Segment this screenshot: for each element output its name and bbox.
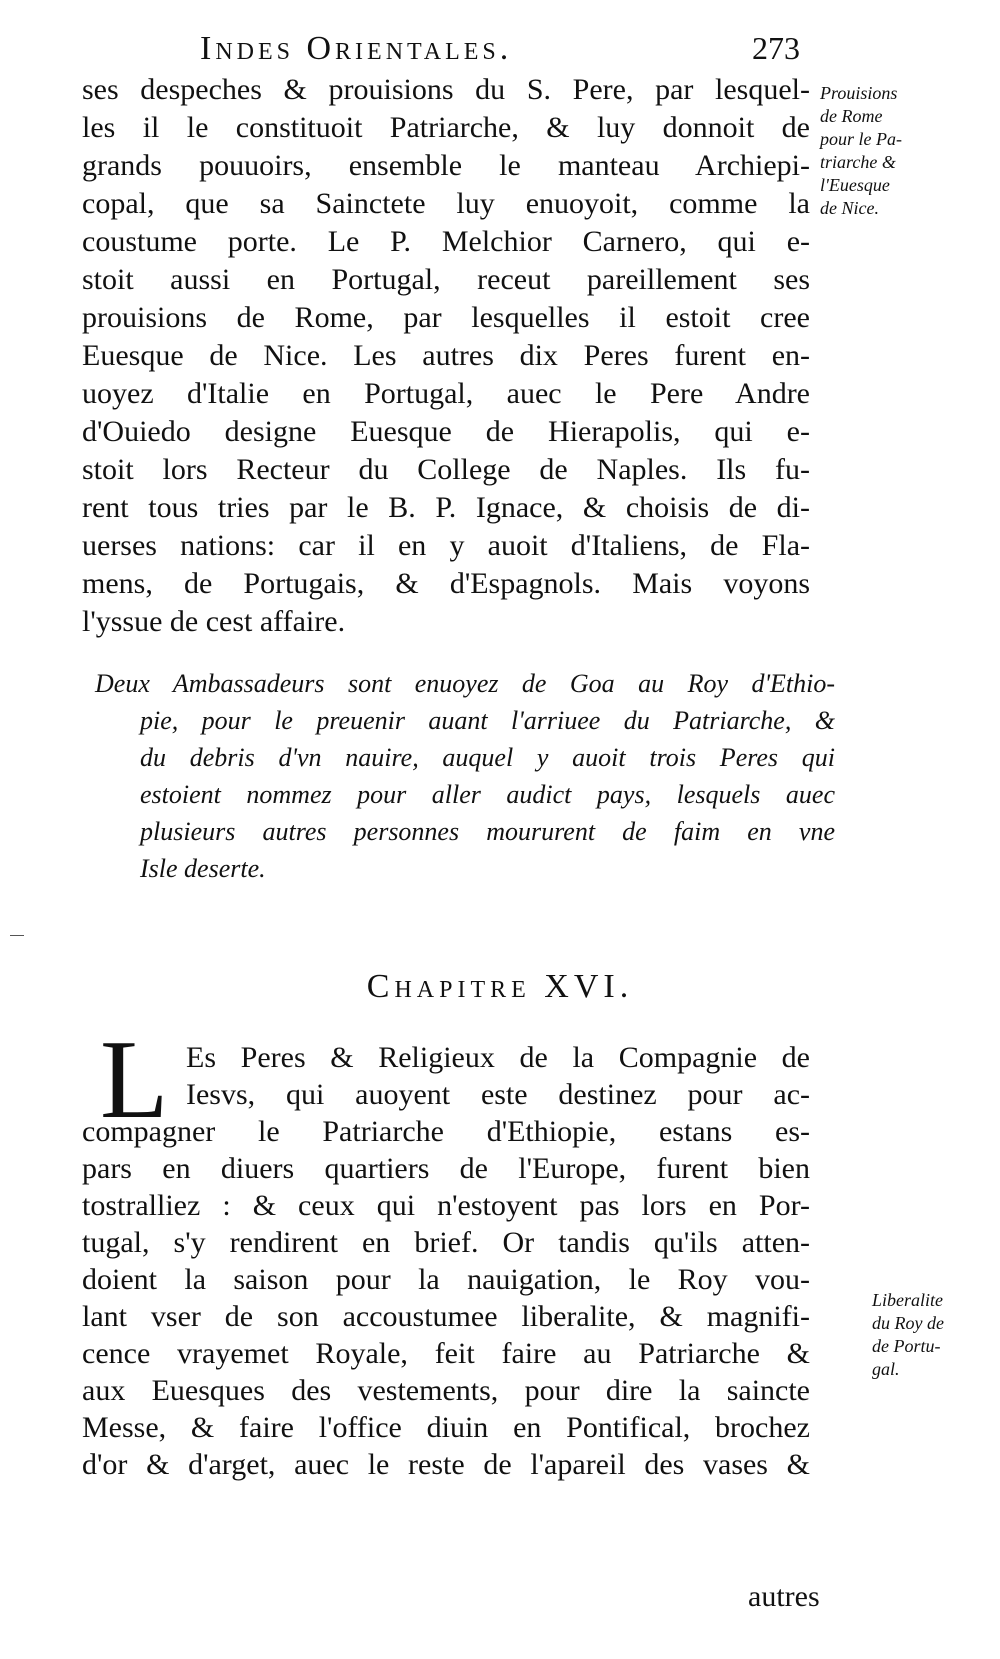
body-line: l'yssue de cest affaire. [82,605,346,638]
margin-note-line: Prouisions [820,83,898,103]
body-line: uerses nations: car il en y auoit d'Italiens, de Fla- [82,529,810,562]
summary-line: estoient nommez pour aller audict pays, lesquels auec [140,780,835,809]
margin-note-line: pour le Pa- [820,129,902,149]
body-line: compagner le Patriarche d'Ethiopie, estans es- [82,1115,810,1148]
body-line: tugal, s'y rendirent en brief. Or tandis qu'ils atten- [82,1226,810,1259]
body-line: pars en diuers quartiers de l'Europe, furent bien [82,1152,810,1185]
margin-note-line: de Nice. [820,198,879,218]
body-line: aux Euesques des vestements, pour dire la saincte [82,1374,810,1407]
summary-line: pie, pour le preuenir auant l'arriuee du Patriarche, & [140,706,835,735]
body-line: coustume porte. Le P. Melchior Carnero, qui e- [82,225,810,258]
body-line: ses despeches & prouisions du S. Pere, par lesquel- [82,73,810,106]
body-line: Messe, & faire l'office diuin en Pontifical, brochez [82,1411,810,1444]
margin-note-line: de Portu- [872,1336,941,1356]
body-line: Es Peres & Religieux de la Compagnie de [186,1041,810,1074]
body-line: mens, de Portugais, & d'Espagnols. Mais voyons [82,567,810,600]
summary-line: Isle deserte. [140,854,266,883]
margin-note-line: Liberalite [872,1290,943,1310]
margin-note-line: gal. [872,1359,900,1379]
body-line: Euesque de Nice. Les autres dix Peres furent en- [82,339,810,372]
margin-note-line: triarche & [820,152,896,172]
body-line: grands pouuoirs, ensemble le manteau Archiepi- [82,149,810,182]
body-line: stoit lors Recteur du College de Naples. Ils fu- [82,453,810,486]
body-line: d'or & d'arget, auec le reste de l'apareil des vases & [82,1448,810,1481]
body-line: les il le constituoit Patriarche, & luy donnoit de [82,111,810,144]
summary-line: plusieurs autres personnes moururent de faim en vne [140,817,835,846]
body-line: copal, que sa Sainctete luy enuoyoit, comme la [82,187,810,220]
margin-note-line: l'Euesque [820,175,890,195]
chapter-heading: Chapitre XVI. [366,968,634,1005]
body-line: d'Ouiedo designe Euesque de Hierapolis, qui e- [82,415,810,448]
body-line: rent tous tries par le B. P. Ignace, & choisis de di- [82,491,810,524]
body-line: doient la saison pour la nauigation, le Roy vou- [82,1263,810,1296]
running-header-title: Indes Orientales. [200,30,513,67]
margin-note-liberalite [872,1289,944,1381]
margin-note-line: de Rome [820,106,883,126]
body-line: stoit aussi en Portugal, receut pareillement ses [82,263,810,296]
body-line: prouisions de Rome, par lesquelles il estoit cree [82,301,810,334]
margin-mark [10,935,24,936]
drop-cap: L [100,1018,169,1142]
body-line: tostralliez : & ceux qui n'estoyent pas lors en Por- [82,1189,810,1222]
page-number: 273 [752,30,800,66]
summary-line: du debris d'vn nauire, auquel y auoit trois Peres qui [140,743,835,772]
body-line: uoyez d'Italie en Portugal, auec le Pere Andre [82,377,810,410]
body-line: Iesvs, qui auoyent este destinez pour ac- [186,1078,810,1111]
summary-line: Deux Ambassadeurs sont enuoyez de Goa au Roy d'Ethio- [95,669,835,698]
body-line: cence vrayemet Royale, feit faire au Patriarche & [82,1337,810,1370]
margin-note-prouisions [820,82,902,220]
catchword: autres [748,1580,820,1613]
body-line: lant vser de son accoustumee liberalite, & magnifi- [82,1300,810,1333]
margin-note-line: du Roy de [872,1313,944,1333]
